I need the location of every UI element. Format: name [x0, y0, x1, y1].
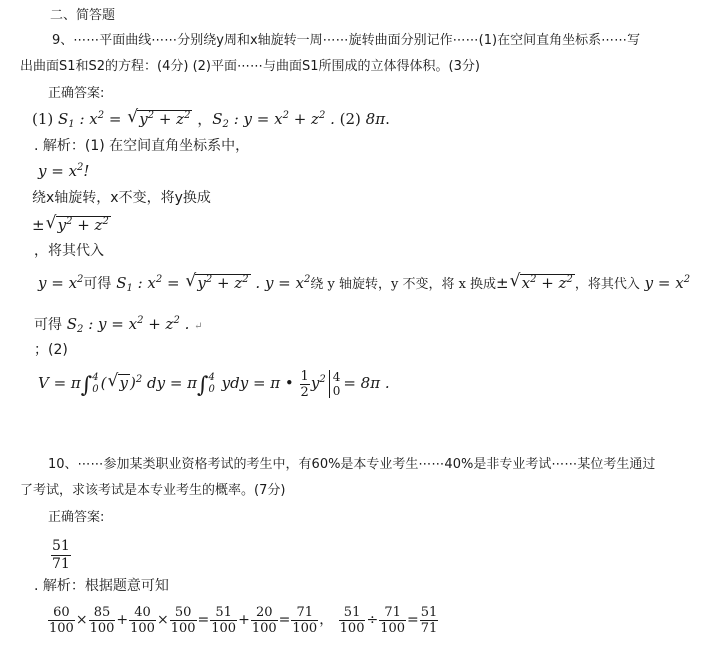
fraction-part: 85: [89, 605, 116, 621]
fraction-part: 100: [49, 620, 74, 636]
fraction-part: 50: [170, 605, 197, 621]
fraction-part: 60: [48, 605, 75, 621]
fraction-part: 100: [211, 620, 237, 636]
q9-rot-x-text: 绕x轴旋转，x不变，将y换成: [32, 190, 211, 206]
section-title: 二、简答题: [50, 8, 116, 23]
fraction-part: 100: [292, 620, 318, 636]
q10-text-line2: 了考试，求该考试是本专业考生的概率。(7分): [20, 483, 286, 498]
fraction-part: 100: [251, 620, 277, 636]
fraction-part: 1: [300, 368, 309, 384]
q9-answer-part2: (2): [339, 110, 361, 128]
q9-answer-volume: 8π: [365, 110, 386, 128]
fraction-part: 2: [300, 384, 309, 400]
fraction-part: 100: [89, 620, 115, 636]
q9-text-line2: 出曲面S1和S2的方程：(4分) (2)平面⋯⋯与曲面S1所围成的立体得体积。(3分): [20, 59, 480, 74]
fraction-part: 71: [420, 620, 438, 636]
fraction-part: 51: [339, 605, 366, 621]
fraction-part: 100: [130, 620, 155, 636]
q9-part2-label: ；(2): [34, 342, 68, 358]
q9-answer-label: 正确答案:: [48, 86, 105, 101]
q9-s2-result: 可得 $S_2$ : $y = x^2 + z^2$ . ↵: [34, 315, 203, 335]
q10-answer-fraction: [50, 538, 72, 573]
q10-answer-label: 正确答案:: [48, 510, 105, 525]
fraction-part: 100: [380, 620, 406, 636]
q10-text-line1: 10、⋯⋯参加某类职业资格考试的考生中，有60%是本专业考生⋯⋯40%是非专业考试⋯⋯某位考生通过: [48, 457, 656, 472]
q9-answer-line: (1) $S_1$ : $x^2$ = √ $y^2 + z^2$ ，$S_2$ : $y = x^2 + z^2$ . (2) 8π.: [32, 108, 390, 130]
fraction-part: 51: [420, 604, 438, 620]
fraction-part: 71: [379, 605, 406, 621]
fraction-part: 40: [129, 605, 156, 621]
q9-text-line1: 9、⋯⋯平面曲线⋯⋯分别绕y周和x轴旋转一周⋯⋯旋转曲面分别记作⋯⋯(1)在空间直角坐标系⋯⋯写: [52, 33, 641, 48]
q9-analysis-line: . 解析：(1) 在空间直角坐标系中，: [34, 138, 250, 154]
fraction-part: 51: [210, 605, 237, 621]
q9-answer-prefix: (1): [32, 110, 54, 128]
fraction-part: 100: [339, 620, 365, 636]
fraction-part: 71: [52, 556, 70, 572]
q9-volume-integral: V = π∫ 4 0 (√ y )$^2$ dy = π∫ 4 0 ydy = π • $\frac{1}{2}$ $y^2$ 4 0 = 8π .: [38, 366, 390, 403]
fraction-part: 71: [291, 605, 318, 621]
fraction-part: 20: [251, 605, 278, 621]
q9-answer-sep: ，: [197, 110, 213, 128]
q9-curve-eq: $y = x^2$!: [38, 162, 90, 180]
fraction-part: 51: [52, 538, 70, 554]
q9-derivation-line: $y = x^2$可得 $S_1$ : $x^2$ = √ $y^2 + z^2$ . $y = x^2$绕 y 轴旋转，y 不变，将 x 换成±√ $x^2 + z^2$ ，将其代入 $y = x^2$: [38, 272, 690, 296]
q9-substitute-text: ，将其代入: [34, 243, 104, 259]
q10-analysis-line: . 解析：根据题意可知: [34, 578, 169, 594]
fraction-part: 100: [170, 620, 196, 636]
q9-pm-sqrt: ±√ $y^2 + z^2$: [32, 214, 111, 236]
q10-calculation: $\frac{60}{100}$ × $\frac{85}{100}$ + $\frac{40}{100}$ × $\frac{50}{100}$ = $\frac{51}{100}$ + $\frac{20}{100}$ = $\frac{71}{100}$ ， $\frac{51}{100}$ ÷ $\frac{71}{100}$ = $\frac{51}{71}$: [49, 604, 438, 636]
